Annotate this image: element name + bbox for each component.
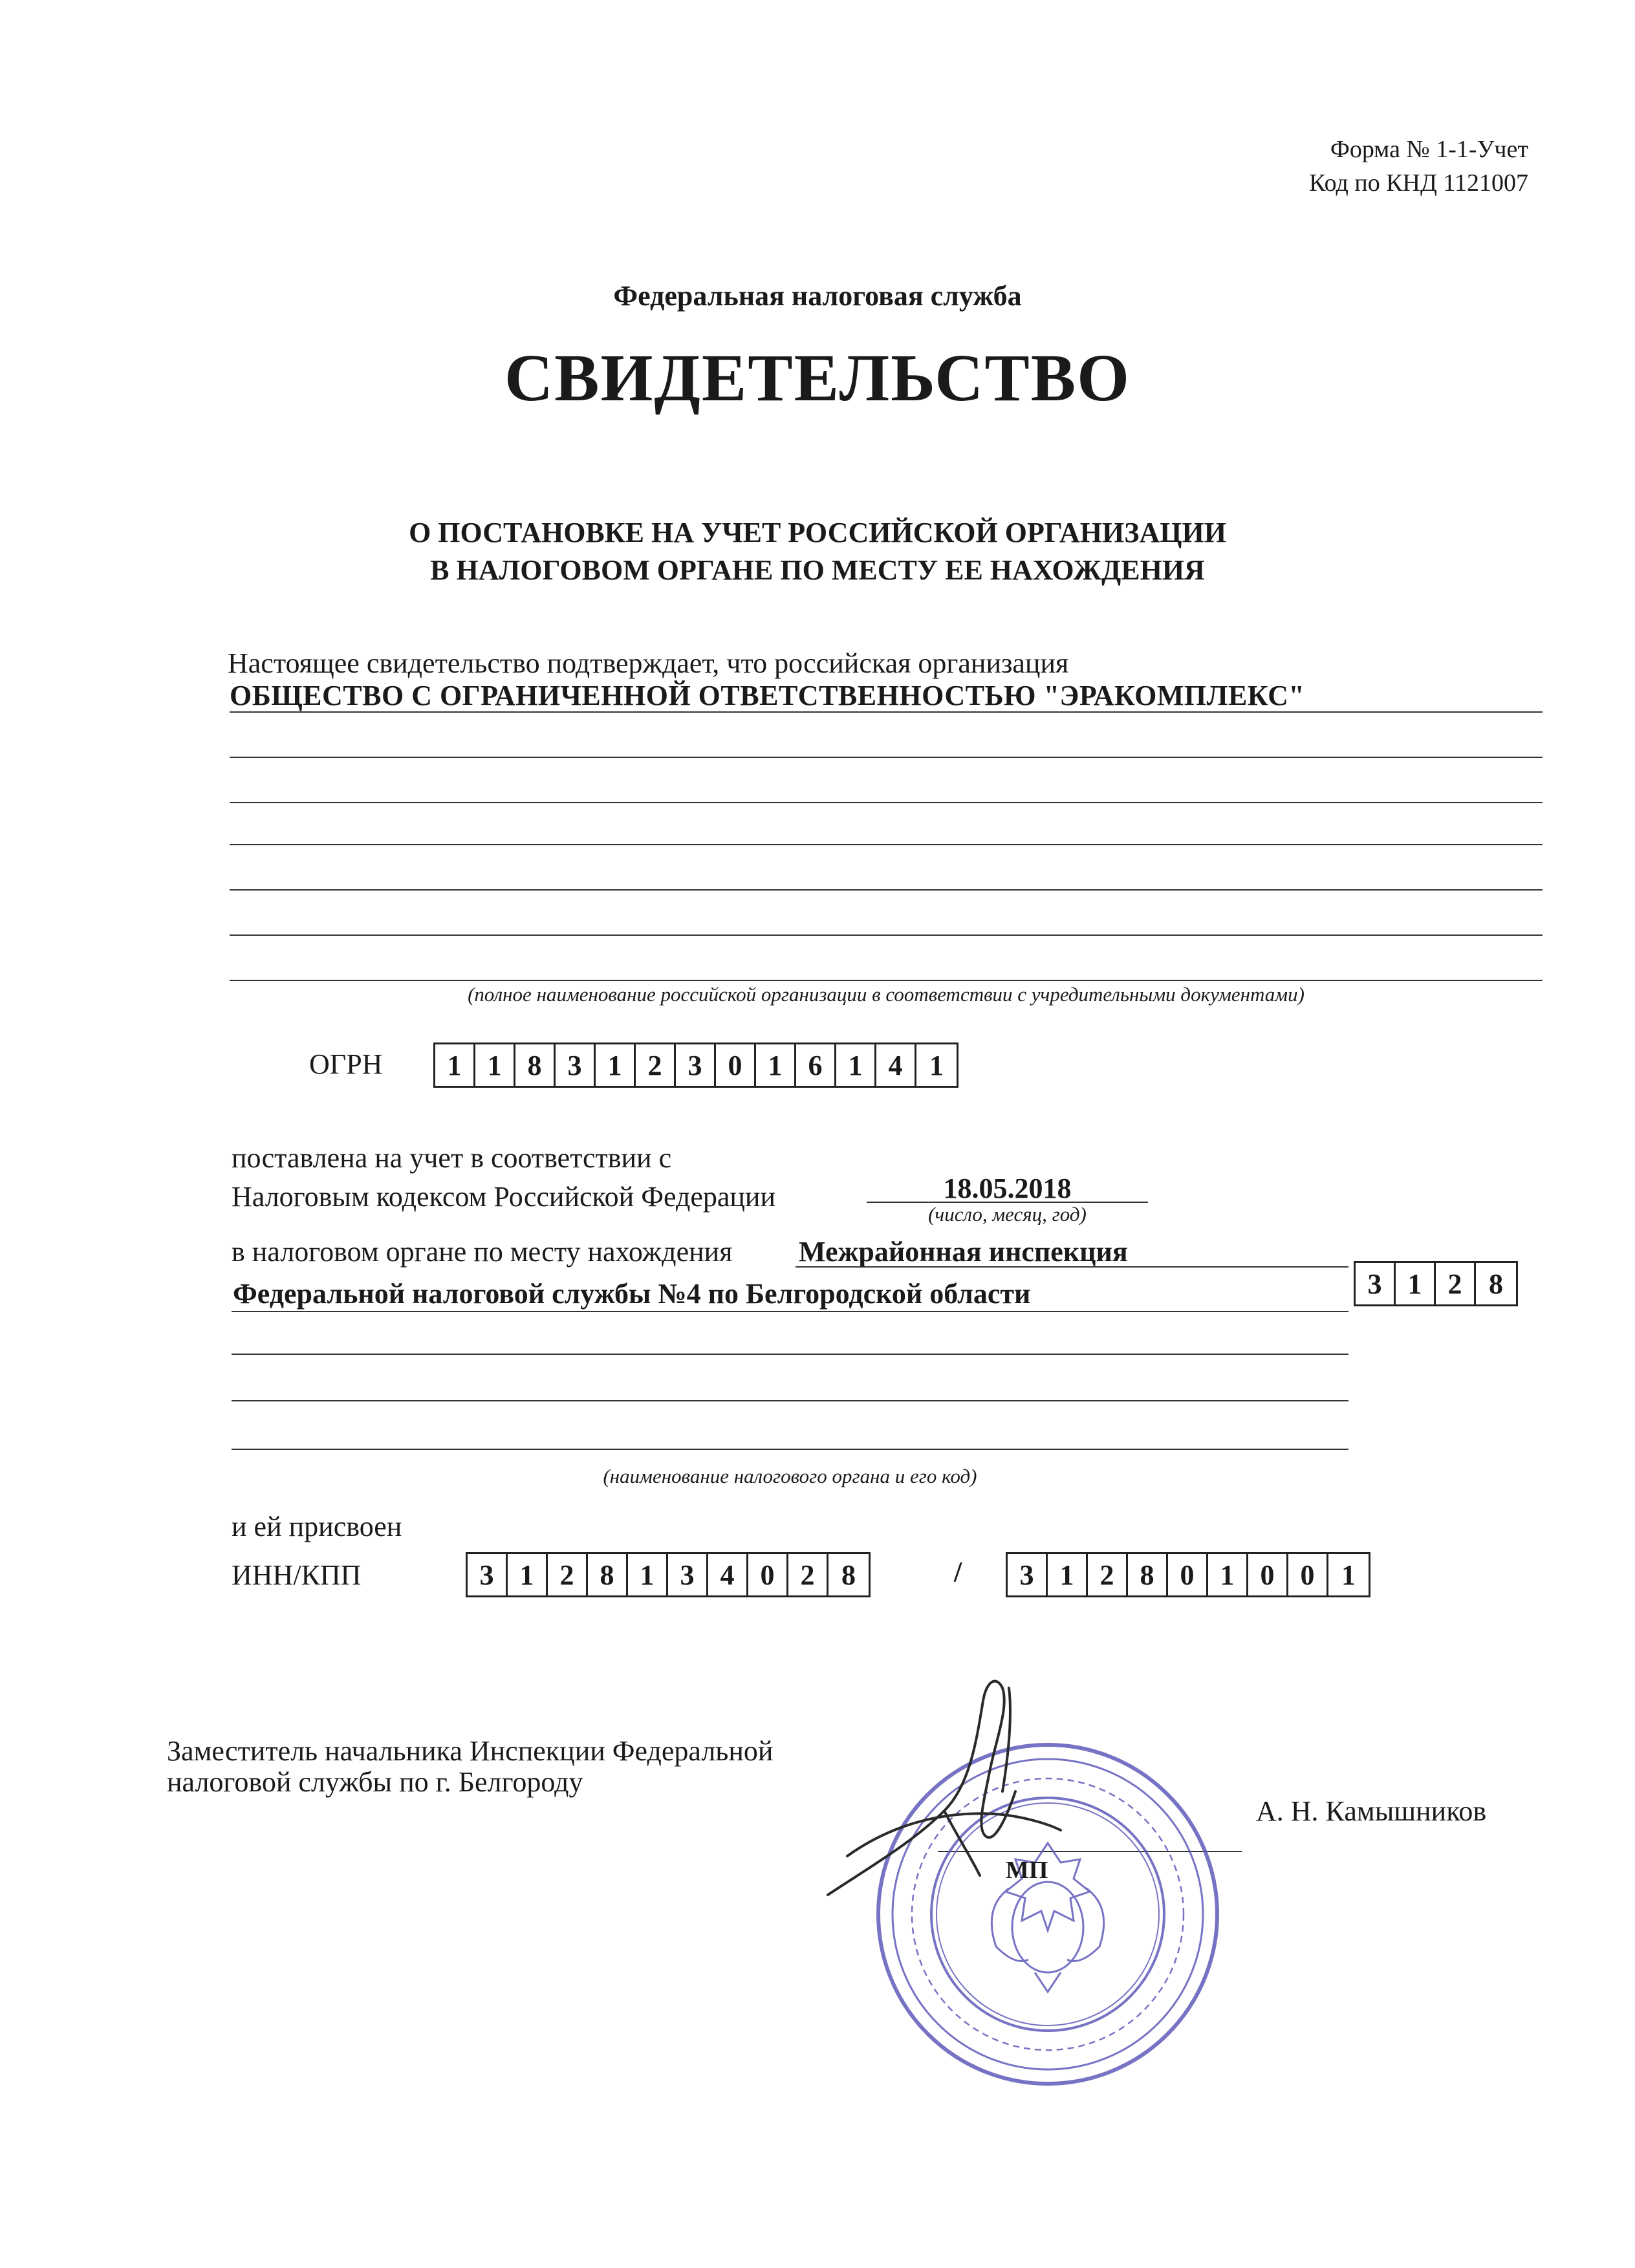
tax-line-3 [232, 1354, 1348, 1355]
org-line-2 [230, 757, 1543, 758]
inn-kpp-separator: / [954, 1556, 962, 1588]
tax-line-2 [232, 1311, 1348, 1312]
handwritten-signature [815, 1662, 1087, 1934]
ogrn-digit: 1 [756, 1044, 796, 1086]
registration-text-1: поставлена на учет в соответствии с [232, 1142, 672, 1174]
ogrn-digit: 4 [876, 1044, 916, 1086]
issuer-name: Федеральная налоговая служба [613, 280, 1022, 312]
subtitle-line-1: О ПОСТАНОВКЕ НА УЧЕТ РОССИЙСКОЙ ОРГАНИЗАЦИИ [409, 517, 1226, 548]
registration-text-2: Налоговым кодексом Российской Федерации [232, 1181, 776, 1213]
inn-digit: 1 [508, 1554, 548, 1595]
org-line-6 [230, 934, 1543, 936]
ogrn-digit: 3 [556, 1044, 596, 1086]
organization-hint: (полное наименование российской организации в соответствии с учредительными документами) [468, 983, 1305, 1006]
document-title: СВИДЕТЕЛЬСТВО [504, 341, 1131, 415]
inn-digit: 3 [668, 1554, 708, 1595]
intro-text: Настоящее свидетельство подтверждает, что российская организация [228, 647, 1069, 679]
ogrn-digit: 1 [435, 1044, 475, 1086]
inn-digit: 8 [588, 1554, 628, 1595]
tax-authority-hint: (наименование налогового органа и его код) [603, 1465, 977, 1487]
subtitle-line-2: В НАЛОГОВОМ ОРГАНЕ ПО МЕСТУ ЕЕ НАХОЖДЕНИЯ [430, 554, 1205, 586]
org-line-5 [230, 889, 1543, 891]
tax-line-4 [232, 1400, 1348, 1401]
inn-digit: 4 [708, 1554, 748, 1595]
ogrn-label: ОГРН [309, 1048, 383, 1080]
kpp-cells [1006, 1552, 1370, 1597]
kpp-digit: 1 [1341, 1559, 1356, 1591]
org-line-4 [230, 844, 1543, 845]
kpp-digit: 0 [1288, 1554, 1328, 1595]
ogrn-digit: 2 [636, 1044, 676, 1086]
kpp-digit: 0 [1248, 1554, 1288, 1595]
kpp-digit: 0 [1168, 1554, 1208, 1595]
organization-name: ОБЩЕСТВО С ОГРАНИЧЕННОЙ ОТВЕТСТВЕННОСТЬЮ "ЭРАКОМПЛЕКС" [230, 680, 1305, 711]
form-number: Форма № 1-1-Учет [1330, 136, 1528, 163]
signatory-position-1: Заместитель начальника Инспекции Федеральной [167, 1735, 774, 1767]
org-line-3 [230, 802, 1543, 803]
tax-code-digit: 3 [1356, 1263, 1396, 1304]
date-hint: (число, месяц, год) [928, 1203, 1087, 1226]
assigned-text: и ей присвоен [232, 1511, 402, 1542]
inn-digit: 0 [748, 1554, 788, 1595]
ogrn-digit: 0 [716, 1044, 756, 1086]
org-line-1 [230, 711, 1543, 713]
tax-code-digit: 2 [1436, 1263, 1476, 1304]
knd-code: Код по КНД 1121007 [1309, 169, 1528, 197]
ogrn-digit: 3 [676, 1044, 716, 1086]
tax-code-digit: 1 [1396, 1263, 1436, 1304]
ogrn-digit: 1 [836, 1044, 876, 1086]
signatory-position-2: налоговой службы по г. Белгороду [167, 1766, 583, 1798]
tax-line-1 [796, 1266, 1348, 1268]
tax-code-cells [1354, 1261, 1518, 1306]
tax-line-5 [232, 1449, 1348, 1450]
seal-mark: МП [1006, 1857, 1048, 1884]
document-subtitle [0, 514, 1635, 589]
inn-digit: 3 [468, 1554, 508, 1595]
inn-digit: 8 [841, 1559, 856, 1591]
kpp-digit: 1 [1208, 1554, 1248, 1595]
kpp-digit: 3 [1008, 1554, 1048, 1595]
tax-authority-lead: в налоговом органе по месту нахождения [232, 1236, 733, 1268]
inn-digit: 1 [628, 1554, 668, 1595]
ogrn-digit: 1 [596, 1044, 636, 1086]
form-meta [1309, 133, 1528, 200]
kpp-digit: 1 [1048, 1554, 1088, 1595]
ogrn-cells [433, 1042, 958, 1088]
kpp-digit: 8 [1128, 1554, 1168, 1595]
tax-authority-name-1: Межрайонная инспекция [799, 1236, 1128, 1268]
kpp-digit: 2 [1088, 1554, 1128, 1595]
inn-cells [466, 1552, 871, 1597]
tax-code-digit: 8 [1489, 1268, 1503, 1300]
org-line-7 [230, 980, 1543, 981]
inn-kpp-label: ИНН/КПП [232, 1559, 362, 1591]
ogrn-digit: 8 [515, 1044, 556, 1086]
inn-digit: 2 [788, 1554, 828, 1595]
ogrn-digit: 1 [929, 1049, 944, 1081]
signatory-name: А. Н. Камышников [1256, 1795, 1487, 1827]
inn-digit: 2 [548, 1554, 588, 1595]
ogrn-digit: 1 [475, 1044, 515, 1086]
ogrn-digit: 6 [796, 1044, 836, 1086]
tax-authority-name-2: Федеральной налоговой службы №4 по Белгородской области [233, 1278, 1031, 1310]
registration-date: 18.05.2018 [943, 1172, 1072, 1204]
